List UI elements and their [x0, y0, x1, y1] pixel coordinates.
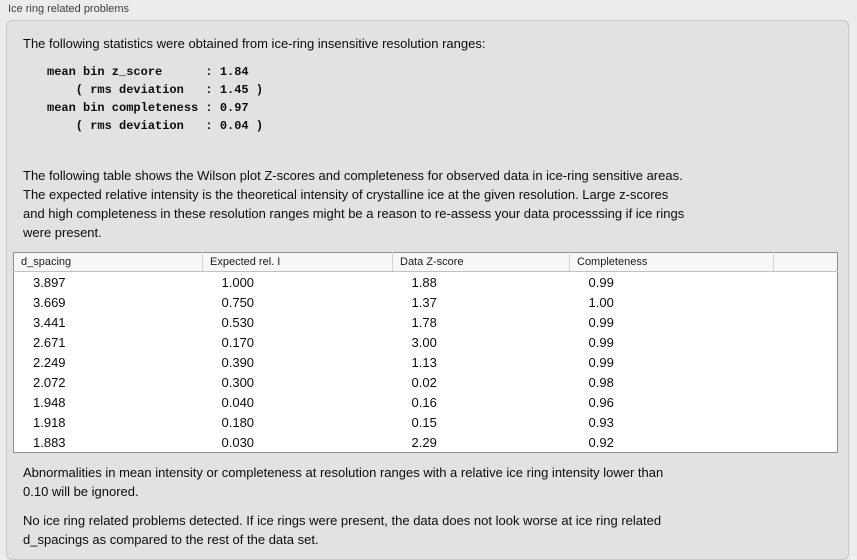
cell-completeness: 0.99: [588, 354, 614, 370]
cell-empty: [774, 412, 838, 432]
conclusion-line: d_spacings as compared to the rest of the data set.: [23, 532, 319, 547]
cell-expected-rel-i: 0.750: [221, 294, 255, 310]
table-row[interactable]: [14, 432, 838, 453]
cell-completeness: 0.93: [588, 414, 614, 430]
cell-d-spacing: 2.072: [33, 374, 66, 390]
cell-expected-rel-i: 0.180: [221, 414, 255, 430]
cell-completeness: 0.99: [588, 334, 614, 350]
cell-d-spacing: 3.897: [33, 274, 66, 290]
cell-data-z-score: 0.02: [411, 374, 437, 390]
cell-completeness: 0.99: [588, 274, 614, 290]
cell-d-spacing: 2.249: [33, 354, 66, 370]
table-intro-line: The following table shows the Wilson plot Z-scores and completeness for observed data in ice-ring sensitive areas.: [23, 168, 683, 183]
cell-data-z-score: 2.29: [411, 434, 437, 450]
stat-mean-bin-z-score: mean bin z_score : 1.84: [47, 65, 249, 79]
ice-table-body: [14, 272, 838, 453]
cell-data-z-score: 1.78: [411, 314, 437, 330]
cell-expected-rel-i: 0.170: [221, 334, 255, 350]
groupbox-title: Ice ring related problems: [8, 3, 130, 15]
table-row[interactable]: [14, 312, 838, 332]
table-intro-line: The expected relative intensity is the theoretical intensity of crystalline ice at the given resolution. Large z-scores: [23, 187, 669, 202]
cell-empty: [774, 332, 838, 352]
ice-ring-table[interactable]: [13, 252, 838, 453]
ice-ring-table-header: [14, 253, 838, 272]
cell-empty: [774, 432, 838, 453]
column-header-completeness[interactable]: Completeness: [570, 253, 774, 272]
cell-d-spacing: 1.918: [33, 414, 66, 430]
cell-completeness: 1.00: [588, 294, 614, 310]
cell-expected-rel-i: 1.000: [221, 274, 255, 290]
table-row[interactable]: [14, 352, 838, 372]
stat-completeness-rms-deviation: ( rms deviation : 0.04 ): [47, 119, 264, 133]
table-row[interactable]: [14, 332, 838, 352]
cell-empty: [774, 312, 838, 332]
table-intro-line: and high completeness in these resolution ranges might be a reason to re-assess your data processsing if ice rings: [23, 206, 685, 221]
cell-d-spacing: 1.883: [33, 434, 66, 450]
conclusion-text: [23, 511, 838, 549]
cell-data-z-score: 1.88: [411, 274, 437, 290]
cell-empty: [774, 352, 838, 372]
stat-z-score-rms-deviation: ( rms deviation : 1.45 ): [47, 83, 264, 97]
table-row[interactable]: [14, 292, 838, 312]
cell-empty: [774, 372, 838, 392]
conclusion-line: No ice ring related problems detected. If ice rings were present, the data does not look worse at ice ring related: [23, 513, 662, 528]
cell-empty: [774, 272, 838, 293]
ignore-note-line: Abnormalities in mean intensity or completeness at resolution ranges with a relative ice ring intensity lower than: [23, 465, 664, 480]
cell-empty: [774, 392, 838, 412]
cell-expected-rel-i: 0.030: [221, 434, 255, 450]
table-intro-line: were present.: [23, 225, 102, 240]
cell-d-spacing: 2.671: [33, 334, 66, 350]
cell-data-z-score: 1.13: [411, 354, 437, 370]
ignore-note-text: [23, 463, 838, 501]
table-row[interactable]: [14, 272, 838, 293]
column-header-data-z-score[interactable]: Data Z-score: [393, 253, 570, 272]
table-row[interactable]: [14, 392, 838, 412]
cell-data-z-score: 0.15: [411, 414, 437, 430]
cell-data-z-score: 0.16: [411, 394, 437, 410]
column-header-empty[interactable]: [774, 253, 838, 272]
cell-completeness: 0.92: [588, 434, 614, 450]
cell-expected-rel-i: 0.530: [221, 314, 255, 330]
ice-ring-groupbox: [6, 20, 849, 560]
table-row[interactable]: [14, 412, 838, 432]
column-header-d-spacing[interactable]: d_spacing: [14, 253, 203, 272]
table-row[interactable]: [14, 372, 838, 392]
cell-d-spacing: 1.948: [33, 394, 66, 410]
table-intro-text: [23, 166, 838, 242]
stats-block: [47, 63, 838, 135]
cell-d-spacing: 3.669: [33, 294, 66, 310]
cell-d-spacing: 3.441: [33, 314, 66, 330]
cell-empty: [774, 292, 838, 312]
cell-completeness: 0.98: [588, 374, 614, 390]
cell-expected-rel-i: 0.300: [221, 374, 255, 390]
stats-intro-text: The following statistics were obtained from ice-ring insensitive resolution ranges:: [23, 36, 486, 51]
cell-expected-rel-i: 0.040: [221, 394, 255, 410]
cell-expected-rel-i: 0.390: [221, 354, 255, 370]
cell-completeness: 0.99: [588, 314, 614, 330]
column-header-expected-rel-i[interactable]: Expected rel. I: [203, 253, 393, 272]
cell-data-z-score: 1.37: [411, 294, 437, 310]
cell-data-z-score: 3.00: [411, 334, 437, 350]
ignore-note-line: 0.10 will be ignored.: [23, 484, 139, 499]
cell-completeness: 0.96: [588, 394, 614, 410]
stat-mean-bin-completeness: mean bin completeness : 0.97: [47, 101, 249, 115]
